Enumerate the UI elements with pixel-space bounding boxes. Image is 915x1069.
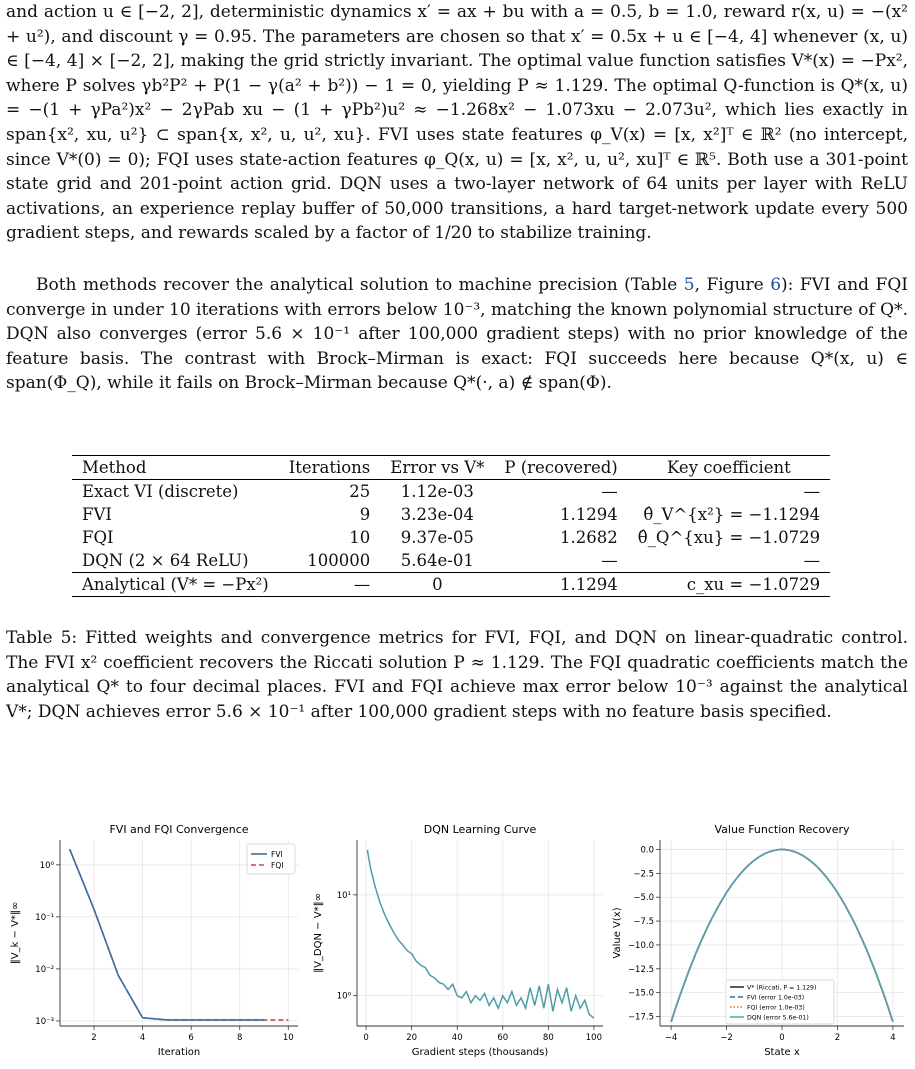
chart-dqn [305, 810, 610, 1065]
table-caption: Table 5: Fitted weights and convergence metrics for FVI, FQI, and DQN on linear-quadratic control. The FVI x² coefficient recovers the Riccati solution P ≈ 1.129. The FQI quadratic coefficients match the analytical Q* to four decimal places. FVI and FQI achieve max error below 10⁻³ against the analytical V*; DQN achieves error 5.6 × 10⁻¹ after 100,000 gradient steps with no feature basis specified. [6, 628, 908, 722]
y-tick-label: 10⁰ [336, 991, 351, 1002]
y-axis-label: Value V(x) [612, 907, 623, 959]
legend-label: FVI (error 1.0e-03) [747, 994, 805, 1002]
y-tick-label: 10⁻² [35, 964, 54, 975]
cell-method: DQN (2 × 64 ReLU) [82, 551, 249, 570]
table-row [72, 503, 830, 526]
legend-label: DQN (error 5.6e-01) [747, 1014, 809, 1022]
y-tick-label: −2.5 [633, 869, 654, 880]
cell-p: 1.1294 [560, 505, 618, 524]
table-row [72, 549, 830, 573]
y-axis-label: ‖V_DQN − V*‖∞ [313, 893, 324, 973]
cell-error: 0 [432, 575, 443, 594]
table-row [72, 480, 830, 504]
results-table [72, 455, 830, 597]
y-tick-label: −7.5 [633, 917, 654, 928]
figure-dqn-learning-curve [305, 810, 610, 1069]
cell-iterations: 25 [349, 482, 371, 501]
x-axis-label: Gradient steps (thousands) [411, 1047, 549, 1058]
cell-iterations: 9 [359, 505, 371, 524]
chart-value-function [606, 810, 911, 1065]
figure-6-link[interactable]: 6 [770, 275, 782, 295]
x-tick-label: 100 [585, 1033, 603, 1043]
chart-title: FVI and FQI Convergence [109, 823, 249, 836]
chart-title: Value Function Recovery [714, 823, 850, 836]
legend-label: FVI [271, 850, 283, 859]
cell-error: 3.23e-04 [400, 505, 474, 524]
header-key-coefficient: Key coefficient [667, 458, 791, 477]
x-axis-label: State x [764, 1047, 800, 1058]
x-axis-label: Iteration [157, 1047, 201, 1058]
x-tick-label: −4 [664, 1033, 678, 1043]
cell-coef: — [803, 482, 821, 501]
x-tick-label: 2 [834, 1033, 841, 1043]
cell-error: 9.37e-05 [400, 528, 474, 547]
x-tick-label: 60 [497, 1033, 509, 1043]
paragraph-2-part-c: ): FVI and FQI converge in under 10 iterations with errors below 10⁻³, matching the known polynomial structure of Q*. DQN also converges (error 5.6 × 10⁻¹ after 100,000 gradient steps) with no prior knowledge of the feature basis. The contrast with Brock–Mirman is exact: FQI succeeds here because Q*(x, u) ∈ span(Φ_Q), while it fails on Brock–Mirman because Q*(·, a) ∉ span(Φ). [6, 275, 909, 394]
cell-method: Analytical (V* = −Px²) [82, 575, 269, 594]
chart-convergence [0, 810, 305, 1065]
series-line-dqn [367, 850, 594, 1018]
x-tick-label: 2 [91, 1033, 97, 1043]
paragraph-text: and action u ∈ [−2, 2], deterministic dynamics x′ = ax + bu with a = 0.5, b = 1.0, reward r(x, u) = −(x² + u²), and discount γ = 0.95. The parameters are chosen so that x′ = 0.5x + u ∈ [−4, 4] whenever (x, u) ∈ [−4, 4] × [−2, 2], making the grid strictly invariant. The optimal value function satisfies V*(x) = −Px², where P solves γb²P² + P(1 − γ(a² + b²)) − 1 = 0, yielding P ≈ 1.129. The optimal Q-function is Q*(x, u) = −(1 + γPa²)x² − 2γPab xu − (1 + γPb²)u² ≈ −1.268x² − 1.073xu − 2.073u², which lies exactly in span{x², xu, u²} ⊂ span{x, x², u, u², xu}. FVI uses state features φ_V(x) = [x, x²]ᵀ ∈ ℝ² (no intercept, since V*(0) = 0); FQI uses state-action features φ_Q(x, u) = [x, x², u, u², xu]ᵀ ∈ ℝ⁵. Both use a 301-point state grid and 201-point action grid. DQN uses a two-layer network of 64 units per layer with ReLU activations, an experience replay buffer of 50,000 transitions, a hard target-network update every 500 gradient steps, and rewards scaled by a factor of 1/20 to stabilize training. [6, 2, 908, 244]
y-tick-label: 10⁻¹ [35, 912, 54, 923]
x-tick-label: 4 [139, 1033, 146, 1043]
header-p-recovered: P (recovered) [504, 458, 618, 477]
header-iterations: Iterations [288, 458, 371, 477]
cell-method: FQI [82, 528, 114, 547]
legend-label: FQI (error 1.0e-03) [747, 1004, 805, 1012]
chart-title: DQN Learning Curve [423, 823, 537, 836]
x-tick-label: 40 [451, 1033, 463, 1043]
x-tick-label: 0 [779, 1033, 785, 1043]
cell-coef: — [803, 551, 821, 570]
y-tick-label: −12.5 [627, 964, 654, 975]
y-tick-label: −5.0 [633, 893, 654, 904]
y-tick-label: 10¹ [336, 890, 351, 901]
legend-label: FQI [271, 861, 284, 870]
x-tick-label: 80 [542, 1033, 554, 1043]
x-tick-label: 8 [237, 1033, 243, 1043]
y-tick-label: 0.0 [640, 845, 654, 856]
x-tick-label: −2 [720, 1033, 733, 1043]
table-row [72, 573, 830, 597]
x-tick-label: 20 [406, 1033, 418, 1043]
x-tick-label: 10 [282, 1033, 294, 1043]
cell-iterations: 10 [349, 528, 371, 547]
cell-iterations: — [353, 575, 371, 594]
cell-p: 1.2682 [560, 528, 618, 547]
cell-coef: θ̂_Q^{xu} = −1.0729 [637, 528, 821, 547]
figure-fvi-fqi-convergence [0, 810, 305, 1069]
y-tick-label: −17.5 [627, 1012, 654, 1023]
cell-method: Exact VI (discrete) [82, 482, 239, 501]
cell-p: 1.1294 [560, 575, 618, 594]
legend-label: V* (Riccati, P = 1.129) [747, 984, 817, 992]
cell-error: 5.64e-01 [400, 551, 474, 570]
series-line-fvi [70, 849, 264, 1020]
body-paragraph-2 [6, 273, 908, 396]
body-paragraph-1 [6, 0, 908, 246]
y-tick-label: 10⁻³ [35, 1016, 54, 1027]
y-tick-label: −15.0 [627, 988, 654, 999]
cell-method: FVI [82, 505, 112, 524]
cell-coef: c_xu = −1.0729 [686, 575, 821, 594]
table-5-link[interactable]: 5 [683, 275, 695, 295]
cell-error: 1.12e-03 [400, 482, 474, 501]
cell-iterations: 100000 [307, 551, 371, 570]
y-tick-label: 10⁰ [39, 860, 54, 871]
paragraph-2-part-a: Both methods recover the analytical solution to machine precision (Table [36, 275, 684, 295]
x-tick-label: 6 [188, 1033, 194, 1043]
paragraph-2-part-b: , Figure [694, 275, 771, 295]
cell-p: — [601, 551, 618, 570]
figure-value-function-recovery [606, 810, 911, 1069]
table-header-row [72, 456, 830, 480]
cell-coef: θ̂_V^{x²} = −1.1294 [643, 505, 821, 524]
table-row [72, 526, 830, 549]
cell-p: — [601, 482, 618, 501]
y-tick-label: −10.0 [627, 940, 654, 951]
x-tick-label: 4 [890, 1033, 896, 1043]
y-axis-label: ‖V_k − V*‖∞ [10, 901, 21, 965]
x-tick-label: 0 [363, 1033, 369, 1043]
header-method: Method [82, 458, 147, 477]
header-error: Error vs V* [390, 458, 485, 477]
